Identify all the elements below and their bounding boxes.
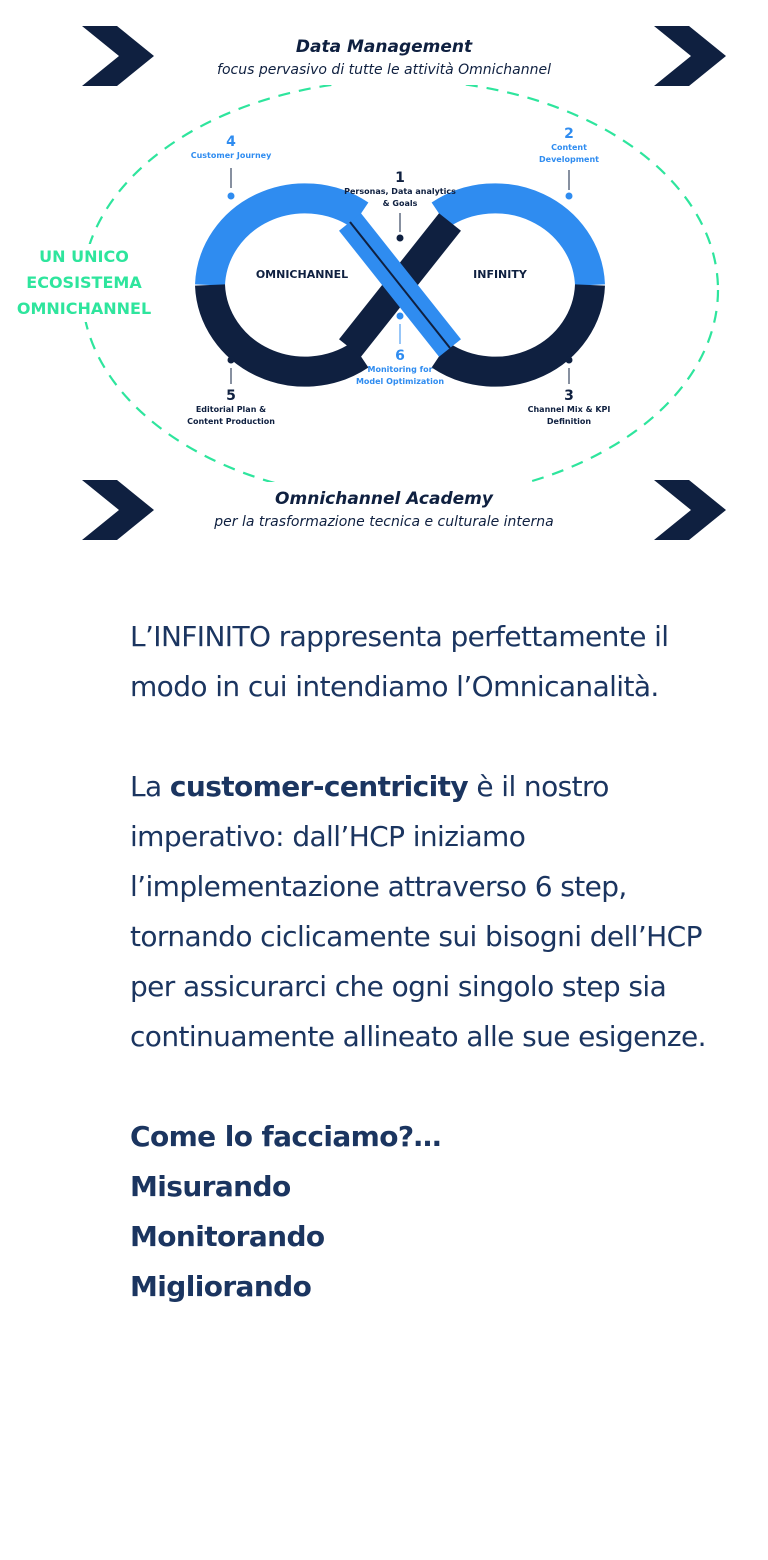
closing-improving: Migliorando [130, 1270, 312, 1303]
chevron-icon-bottom-right [654, 480, 726, 540]
closing-question: Come lo facciamo?… [130, 1120, 441, 1153]
customer-centricity-highlight: customer-centricity [169, 770, 469, 803]
closing-measuring: Misurando [130, 1170, 291, 1203]
academy-title: Omnichannel Academy [275, 489, 493, 509]
step-1: 1 Personas, Data analytics & Goals [344, 170, 456, 208]
step-6: 6 Monitoring for Model Optimization [355, 348, 445, 386]
step-4: 4 Customer Journey [190, 134, 272, 160]
left-loop-label: OMNICHANNEL [255, 268, 349, 281]
step-2: 2 Content Development [539, 126, 599, 164]
chevron-icon-top-right [654, 26, 726, 86]
data-management-title: Data Management [295, 37, 473, 57]
chevron-icon-bottom-left [82, 480, 154, 540]
step-5: 5 Editorial Plan & Content Production [187, 388, 275, 426]
step-3: 3 Channel Mix & KPI Definition [527, 388, 611, 426]
academy-subtitle: per la trasformazione tecnica e culturale interna [214, 514, 554, 530]
right-loop-label: INFINITY [473, 268, 527, 281]
closing-monitoring: Monitorando [130, 1220, 325, 1253]
data-management-subtitle: focus pervasivo di tutte le attività Omnichannel [217, 62, 551, 78]
centricity-paragraph: La customer-centricity è il nostro imperativo: dall’HCP iniziamo l’implementazione attraverso 6 step, tornando ciclicamente sui bisogni dell’HCP per assicurarci che ogni singolo step sia continuamente allineato alle sue esigenze. [130, 770, 706, 1053]
omnichannel-infinity-diagram [0, 0, 768, 560]
intro-paragraph: L’INFINITO rappresenta perfettamente il modo in cui intendiamo l’Omnicanalità. [130, 620, 669, 703]
body-text [130, 612, 730, 1312]
ecosystem-label: UN UNICO ECOSISTEMA OMNICHANNEL [4, 244, 164, 322]
